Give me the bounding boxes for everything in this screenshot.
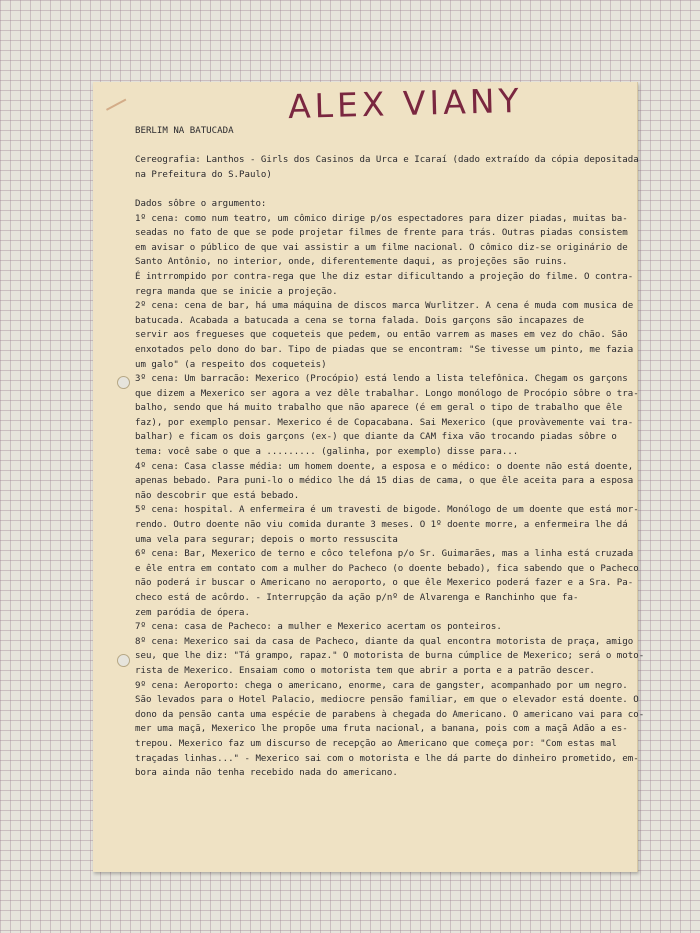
text-line: em avisar o público de que vai assistir a um filme nacional. O cômico diz-se originário de bbox=[135, 242, 628, 253]
text-line: servir aos fregueses que coqueteis que pedem, ou então varrem as mases em vez do chão. São bbox=[135, 330, 628, 341]
text-line: São levados para o Hotel Palacio, mediocre pensão familiar, em que o elevador está doente. O bbox=[135, 695, 639, 706]
text-line: checo está de acôrdo. - Interrupção da ação p/nº de Alvarenga e Ranchinho que fa- bbox=[135, 593, 579, 603]
text-line: balhar) e ficam os dois garçons (ex-) que diante da CAM fixa vão trocando piadas sôbre o bbox=[135, 432, 617, 443]
text-line: 1º cena: como num teatro, um cômico dirige p/os espectadores para dizer piadas, muitas ba- bbox=[135, 213, 628, 224]
section-heading: Dados sôbre o argumento: bbox=[135, 198, 267, 209]
text-line: Santo Antônio, no interior, onde, diferentemente daqui, as projeções são ruins. bbox=[135, 257, 568, 268]
punch-hole-icon bbox=[117, 376, 130, 389]
text-line: seu, que lhe diz: "Tá grampo, rapaz." O motorista de burna cúmplice de Mexerico; será o moto- bbox=[135, 651, 645, 662]
document-body bbox=[135, 124, 645, 781]
text-line: tema: você sabe o que a ......... (galinha, por exemplo) disse para... bbox=[135, 447, 519, 458]
text-line: dono da pensão canta uma espécie de parabens à chegada do Americano. O americano vai para co- bbox=[135, 709, 645, 720]
text-line: seadas no fato de que se pode projetar filmes de frente para trás. Outras piadas consistem bbox=[135, 228, 628, 239]
text-line: mer uma maçã, Mexerico lhe propõe uma fruta nacional, a banana, pois com a maçã Adão a es- bbox=[135, 724, 628, 735]
text-line: e êle entra em contato com a mulher do Pacheco (o doente bebado), fica sabendo que o Pacheco bbox=[135, 563, 639, 574]
text-line: rista de Mexerico. Ensaiam como o motorista tem que abrir a porta e a patrão descer. bbox=[135, 665, 595, 676]
text-line: enxotados pelo dono do bar. Tipo de piadas que se encontram: "Se tivesse um pinto, me fazia bbox=[135, 344, 634, 355]
text-line: trepou. Mexerico faz um discurso de recepção ao Americano que começa por: "Com estas mal bbox=[135, 738, 617, 749]
handwritten-name: ALEX VIANY bbox=[287, 80, 524, 127]
plot-scenes bbox=[135, 212, 645, 781]
text-line: Cereografia: Lanthos - Girls dos Casinos da Urca e Icaraí (dado extraído da cópia depositada bbox=[135, 155, 639, 166]
text-line: 8º cena: Mexerico sai da casa de Pacheco, diante da qual encontra motorista de praça, amigo bbox=[135, 636, 634, 647]
text-line: traçadas linhas..." - Mexerico sai com o motorista e lhe dá parte do dinheiro prometido, em- bbox=[135, 753, 639, 764]
text-line: balho, sendo que há muito trabalho que não aparece (é em geral o tipo de trabalho que êle bbox=[135, 403, 623, 414]
text-line: bora ainda não tenha recebido nada do americano. bbox=[135, 768, 398, 779]
text-line: que dizem a Mexerico ser agora a vez dêle trabalhar. Longo monólogo de Procópio sôbre o tra- bbox=[135, 388, 639, 399]
text-line: rendo. Outro doente não viu comida durante 3 meses. O 1º doente morre, a enfermeira lhe dá bbox=[135, 520, 628, 531]
text-line: 2º cena: cena de bar, há uma máquina de discos marca Wurlitzer. A cena é muda com musica de bbox=[135, 301, 634, 312]
text-line: 9º cena: Aeroporto: chega o americano, enorme, cara de gangster, acompanhado por um negro. bbox=[135, 680, 628, 691]
choreography-paragraph bbox=[135, 153, 639, 182]
text-line: regra manda que se inicie a projeção. bbox=[135, 286, 338, 297]
text-line: faz), por exemplo pensar. Mexerico é de Copacabana. Sai Mexerico (que provàvemente vai tra- bbox=[135, 417, 634, 428]
text-line: não poderá ir buscar o Americano no aeroporto, o que êle Mexerico poderá fazer e a Sra. Pa- bbox=[135, 578, 634, 589]
text-line: 6º cena: Bar, Mexerico de terno e côco telefona p/o Sr. Guimarães, mas a linha está cruzada bbox=[135, 549, 634, 560]
text-line: batucada. Acabada a batucada a cena se torna falada. Dois garçons são incapazes de bbox=[135, 315, 584, 326]
text-line: um galo" (a respeito dos coqueteis) bbox=[135, 359, 327, 370]
text-line: É intrrompido por contra-rega que lhe diz estar dificultando a projeção do filme. O contra- bbox=[135, 271, 634, 282]
text-line: zem paródia de ópera. bbox=[135, 607, 250, 618]
text-line: 4º cena: Casa classe média: um homem doente, a esposa e o médico: o doente não está doente, bbox=[135, 461, 634, 472]
text-line: não descobrir que está bebado. bbox=[135, 490, 300, 501]
text-line: 3º cena: Um barracão: Mexerico (Procópio) está lendo a lista telefônica. Chegam os garçons bbox=[135, 374, 628, 385]
text-line: 7º cena: casa de Pacheco: a mulher e Mexerico acertam os ponteiros. bbox=[135, 622, 502, 633]
text-line: uma vela para segurar; depois o morto ressuscita bbox=[135, 534, 398, 545]
text-line: na Prefeitura do S.Paulo) bbox=[135, 169, 272, 180]
document-title: BERLIM NA BATUCADA bbox=[135, 126, 234, 136]
text-line: 5º cena: hospital. A enfermeira é um travesti de bigode. Monólogo de um doente que está mor- bbox=[135, 505, 639, 516]
text-line: apenas bebado. Para puni-lo o médico lhe dá 15 dias de cama, o que êle aceita para a esposa bbox=[135, 476, 634, 487]
punch-hole-icon bbox=[117, 654, 130, 667]
